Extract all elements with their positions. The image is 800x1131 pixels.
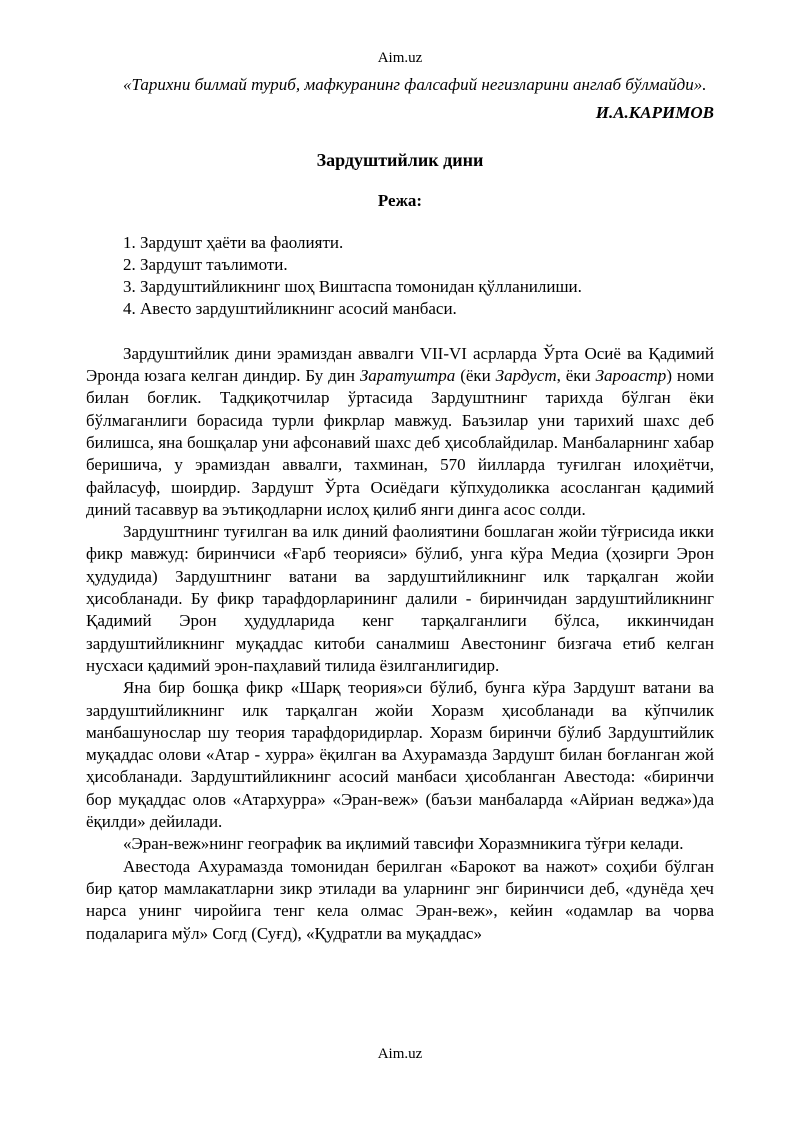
body-text (86, 343, 714, 945)
paragraph-3: Яна бир бошқа фикр «Шарқ теория»си бўлиб, бунга кўра Зардушт ватани ва зардуштийликнинг илк тарқалган жойи Хоразм ҳисобланади ва кўпчилик манбашунослар шу теория тарафдоридирлар. Хоразм биринчи бўлиб Зардуштийлик муқаддас олови «Атар - хурра» ёқилган ва Ахурамазда Зардушт билан боғланган жой ҳисобланади. Зардуштийликнинг асосий манбаси ҳисобланган Авестода: «биринчи бор муқаддас олов «Атархурра» «Эран-веж» (баъзи манбаларда «Айриан веджа»)да ёқилди» дейилади. (86, 678, 714, 832)
epigraph-quote: «Тарихни билмай туриб, мафкуранинг фалсафий негизларини англаб бўлмайди». (123, 75, 707, 94)
plan-list (86, 232, 714, 321)
paragraph-2: Зардуштнинг туғилган ва илк диний фаолиятини бошлаган жойи тўғрисида икки фикр мавжуд: биринчиси «Ғарб теорияси» бўлиб, унга кўра Медиа (ҳозирги Эрон ҳудудида) Зардуштнинг ватани ва зардуштийликнинг илк тарқалган жойи ҳисобланади. Бу фикр тарафдорларининг далили - биринчидан зардуштийликнинг Қадимий Эрон ҳудудларида кенг тарқалганлиги бўлса, иккинчидан зардуштийликнинг муқаддас китоби саналмиш Авестонинг бизгача етиб келган нусхаси қадимий эрон-паҳлавий тилида ёзилганлигидир. (86, 522, 714, 675)
document-title: Зардуштийлик дини (316, 149, 484, 170)
paragraph-1-text-e: , ёки (556, 366, 596, 386)
name-zardust: Зардуст (495, 366, 557, 386)
plan-item: 1. Зардушт ҳаёти ва фаолияти. (123, 232, 344, 252)
plan-heading: Режа: (377, 190, 423, 210)
paragraph-1 (86, 343, 714, 521)
paragraph-1-text-a: Зардуштийлик дини эрамиздан аввалги VII-VI асрларда Ўрта Осиё ва Қадимий Эронда юзага келган диндир. Бу дин (86, 343, 714, 386)
plan-item: 4. Авесто зардуштийликнинг асосий манбаси. (123, 299, 457, 319)
name-zaratushtra: Заратуштра (359, 366, 456, 386)
document-content (86, 74, 714, 945)
name-zaroastr: Зароастр (595, 366, 667, 386)
paragraph-4: «Эран-веж»нинг географик ва иқлимий тавсифи Хоразмникига тўғри келади. (123, 834, 684, 854)
paragraph-1-text-c: (ёки (455, 366, 496, 386)
page-header-site-name: Aim.uz (377, 50, 423, 66)
page-footer-site-name: Aim.uz (377, 1046, 423, 1062)
plan-item: 2. Зардушт таълимоти. (123, 254, 288, 274)
epigraph-author: И.А.КАРИМОВ (595, 103, 714, 123)
plan-item: 3. Зардуштийликнинг шоҳ Виштаспа томонидан қўлланилиши. (123, 277, 582, 297)
paragraph-1-text-g: ) номи билан боғлик. Тадқиқотчилар ўртасида Зардуштнинг тарихда бўлган ёки бўлмаганлиги борасида турли фикрлар мавжуд. Баъзилар уни тарихий шахс деб билишса, яна бошқалар уни афсонавий шахс деб ҳисоблайдилар. Манбаларнинг хабар беришича, у эрамиздан аввалги, тахминан, 570 йилларда туғилган илоҳиётчи, файласуф, шоирдир. Зардушт Ўрта Осиёдаги кўпхудоликка асосланган қадимий диний тасаввур ва эътиқодларни ислоҳ қилиб янги динга асос солди. (86, 366, 714, 519)
paragraph-5: Авестода Ахурамазда томонидан берилган «Барокот ва нажот» соҳиби бўлган бир қатор мамлакатларни зикр этилади ва уларнинг энг биринчиси деб, «дунёда ҳеч нарса унинг чиройига тенг кела олмас Эран-веж», кейин «одамлар ва чорва подаларига мўл» Согд (Суғд), «Қудратли ва муқаддас» (86, 856, 714, 943)
